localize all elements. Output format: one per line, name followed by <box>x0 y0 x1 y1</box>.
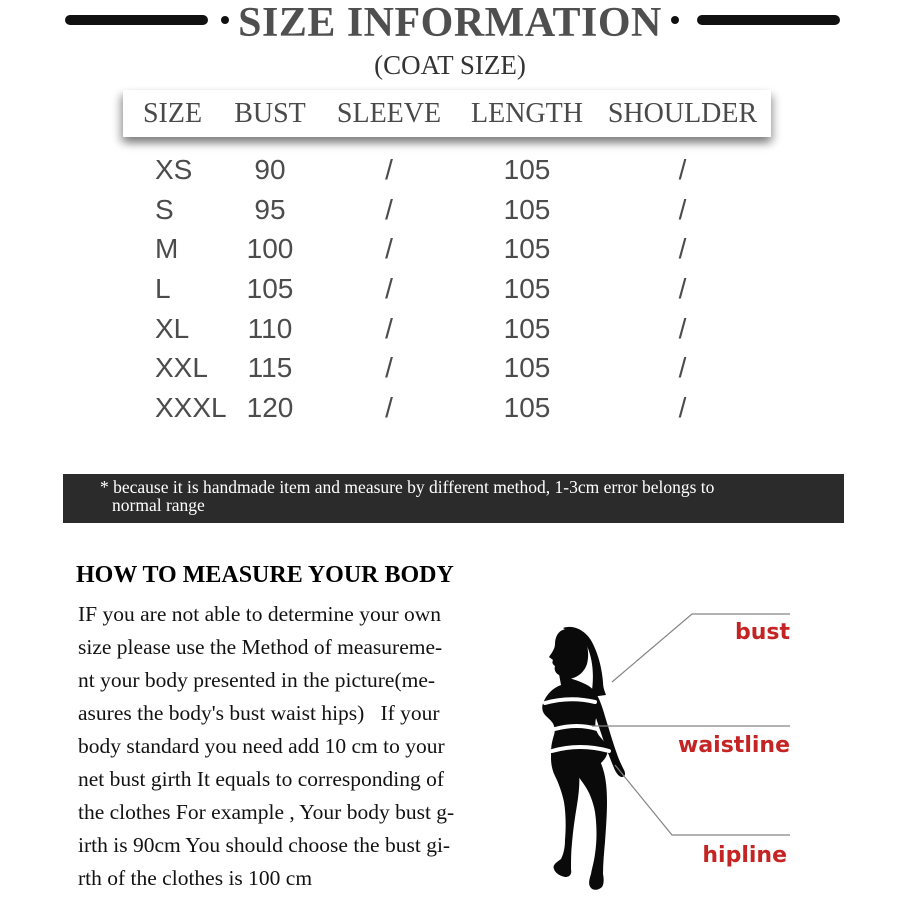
size-table-body <box>123 150 771 428</box>
how-to-measure-heading: HOW TO MEASURE YOUR BODY <box>76 562 454 588</box>
table-cell: XS <box>155 154 193 185</box>
table-cell: / <box>678 392 687 424</box>
paragraph-line: net bust girth It equals to corresponding of <box>78 767 445 791</box>
title-decoration-dot-right <box>671 16 679 24</box>
table-cell: / <box>385 193 393 225</box>
paragraph-line: the clothes For example , Your body bust g- <box>78 800 455 824</box>
table-cell: 105 <box>503 233 551 265</box>
table-cell: / <box>385 312 393 344</box>
paragraph-line: irth is 90cm You should choose the bust gi- <box>78 833 451 857</box>
table-cell: 105 <box>503 273 551 305</box>
table-cell: / <box>678 233 687 265</box>
table-cell: 105 <box>503 154 551 185</box>
column-header-bust: BUST <box>234 97 306 129</box>
table-cell: / <box>385 392 393 424</box>
paragraph-line: nt your body presented in the picture(me- <box>78 668 436 692</box>
waistline-label: waistline <box>678 733 790 758</box>
table-cell: 120 <box>246 392 294 424</box>
table-row <box>123 190 771 230</box>
paragraph-line: rth of the clothes is 100 cm <box>78 866 313 890</box>
table-cell: 95 <box>254 193 286 225</box>
title-decoration-bar-right <box>697 15 840 25</box>
hipline-leader-line <box>615 765 790 835</box>
column-header-length: LENGTH <box>471 97 583 129</box>
table-cell: 105 <box>503 312 551 344</box>
table-cell: 105 <box>503 352 551 384</box>
table-cell: / <box>385 233 393 265</box>
measurement-figure <box>500 600 800 900</box>
paragraph-line: size please use the Method of measureme- <box>78 635 443 659</box>
table-row <box>123 150 771 190</box>
column-header-shoulder: SHOULDER <box>607 97 758 129</box>
table-cell: / <box>385 352 393 384</box>
table-cell: / <box>678 312 687 344</box>
column-header-sleeve: SLEEVE <box>336 97 442 129</box>
bust-label: bust <box>734 620 790 645</box>
paragraph-line: body standard you need add 10 cm to your <box>78 734 445 758</box>
column-header-size: SIZE <box>142 97 203 129</box>
table-cell: S <box>155 193 174 225</box>
page-title: SIZE INFORMATION <box>238 0 662 46</box>
table-cell: / <box>678 154 687 185</box>
table-row <box>123 269 771 309</box>
table-cell: 110 <box>247 312 293 344</box>
woman-silhouette <box>542 627 625 890</box>
table-cell: XL <box>155 312 190 344</box>
table-cell: 105 <box>503 392 551 424</box>
table-cell: 90 <box>254 154 286 185</box>
table-row <box>123 388 771 428</box>
table-cell: 105 <box>246 273 294 305</box>
table-row <box>123 348 771 388</box>
note-text-line-2: normal range <box>112 494 205 515</box>
size-table-header <box>123 90 771 137</box>
table-row <box>123 309 771 349</box>
note-text-line-1: * because it is handmade item and measure by different method, 1-3cm error belongs to <box>100 477 715 497</box>
paragraph-line: IF you are not able to determine your own <box>78 602 442 626</box>
paragraph-line: asures the body's bust waist hips) If your <box>78 701 440 725</box>
table-cell: M <box>155 233 179 265</box>
page-subtitle: (COAT SIZE) <box>374 50 526 80</box>
table-cell: / <box>678 273 687 305</box>
table-cell: 115 <box>247 352 293 384</box>
table-cell: / <box>385 154 393 185</box>
how-to-measure-paragraph <box>78 598 508 895</box>
table-cell: / <box>385 273 393 305</box>
table-cell: XXXL <box>155 392 227 424</box>
table-cell: 105 <box>503 193 551 225</box>
table-cell: / <box>678 193 687 225</box>
table-cell: 100 <box>246 233 294 265</box>
handmade-note-bar <box>63 474 844 523</box>
table-cell: / <box>678 352 687 384</box>
table-cell: L <box>155 273 171 305</box>
table-row <box>123 229 771 269</box>
table-cell: XXL <box>155 352 208 384</box>
hipline-label: hipline <box>702 843 787 868</box>
